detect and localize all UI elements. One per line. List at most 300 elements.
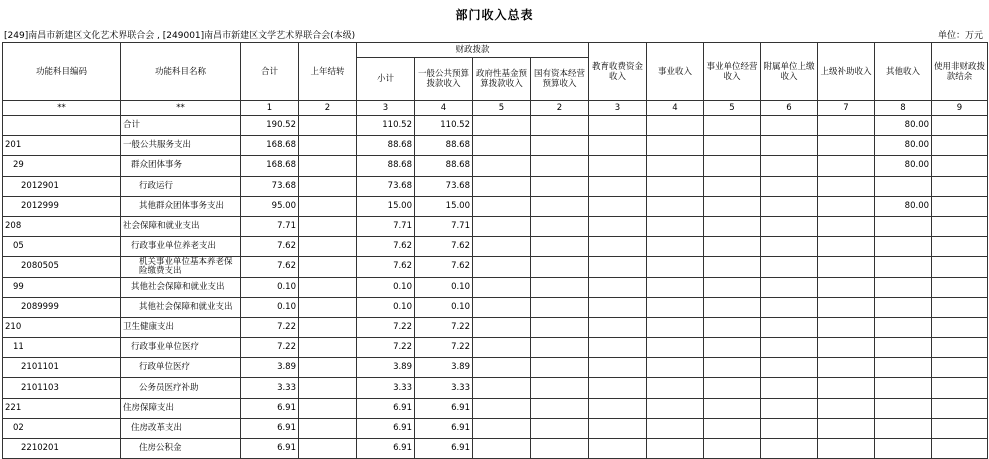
cell-subsidiary bbox=[761, 439, 818, 459]
index-cell-subtotal: 3 bbox=[357, 101, 415, 116]
cell-carry bbox=[299, 418, 357, 438]
cell-name: 其他社会保障和就业支出 bbox=[121, 297, 241, 317]
cell-gov-fund bbox=[473, 297, 531, 317]
cell-carry bbox=[299, 398, 357, 418]
cell-state-capital bbox=[531, 297, 589, 317]
cell-edu-fee bbox=[589, 156, 647, 176]
cell-subtotal: 6.91 bbox=[357, 398, 415, 418]
cell-operating bbox=[704, 116, 761, 136]
cell-edu-fee bbox=[589, 176, 647, 196]
cell-operating bbox=[704, 196, 761, 216]
cell-business bbox=[647, 297, 704, 317]
cell-subsidiary bbox=[761, 116, 818, 136]
cell-other bbox=[875, 338, 932, 358]
cell-subsidiary bbox=[761, 378, 818, 398]
cell-operating bbox=[704, 277, 761, 297]
cell-subsidiary bbox=[761, 237, 818, 257]
cell-gov-fund bbox=[473, 196, 531, 216]
header-gov-fund: 政府性基金预算拨款收入 bbox=[473, 58, 531, 101]
cell-code: 02 bbox=[3, 418, 121, 438]
cell-other bbox=[875, 297, 932, 317]
cell-name: 群众团体事务 bbox=[121, 156, 241, 176]
cell-name: 公务员医疗补助 bbox=[121, 378, 241, 398]
cell-edu-fee bbox=[589, 297, 647, 317]
cell-superior bbox=[818, 378, 875, 398]
cell-subsidiary bbox=[761, 317, 818, 337]
cell-business bbox=[647, 257, 704, 277]
cell-superior bbox=[818, 156, 875, 176]
cell-non-fiscal bbox=[932, 116, 988, 136]
cell-superior bbox=[818, 136, 875, 156]
table-row bbox=[3, 338, 988, 358]
header-subtotal: 小计 bbox=[357, 58, 415, 101]
cell-operating bbox=[704, 216, 761, 236]
header-total: 合计 bbox=[241, 43, 299, 101]
cell-other bbox=[875, 277, 932, 297]
cell-name: 一般公共服务支出 bbox=[121, 136, 241, 156]
cell-non-fiscal bbox=[932, 257, 988, 277]
cell-superior bbox=[818, 176, 875, 196]
cell-superior bbox=[818, 358, 875, 378]
cell-carry bbox=[299, 116, 357, 136]
cell-carry bbox=[299, 439, 357, 459]
table-row bbox=[3, 257, 988, 277]
cell-name: 卫生健康支出 bbox=[121, 317, 241, 337]
cell-subsidiary bbox=[761, 196, 818, 216]
cell-edu-fee bbox=[589, 116, 647, 136]
cell-gov-fund bbox=[473, 358, 531, 378]
table-row bbox=[3, 176, 988, 196]
income-table bbox=[2, 42, 988, 459]
cell-other: 80.00 bbox=[875, 196, 932, 216]
cell-name: 住房改革支出 bbox=[121, 418, 241, 438]
index-cell-name: ** bbox=[121, 101, 241, 116]
cell-non-fiscal bbox=[932, 277, 988, 297]
cell-total: 0.10 bbox=[241, 277, 299, 297]
cell-subsidiary bbox=[761, 216, 818, 236]
cell-edu-fee bbox=[589, 358, 647, 378]
cell-state-capital bbox=[531, 439, 589, 459]
index-cell-total: 1 bbox=[241, 101, 299, 116]
cell-gov-fund bbox=[473, 116, 531, 136]
index-cell-general-budget: 4 bbox=[415, 101, 473, 116]
cell-total: 3.89 bbox=[241, 358, 299, 378]
cell-other bbox=[875, 317, 932, 337]
cell-edu-fee bbox=[589, 398, 647, 418]
table-row bbox=[3, 237, 988, 257]
cell-edu-fee bbox=[589, 237, 647, 257]
header-edu-fee: 教育收费资金收入 bbox=[589, 43, 647, 101]
cell-non-fiscal bbox=[932, 378, 988, 398]
cell-carry bbox=[299, 338, 357, 358]
cell-operating bbox=[704, 237, 761, 257]
cell-state-capital bbox=[531, 398, 589, 418]
cell-carry bbox=[299, 378, 357, 398]
cell-business bbox=[647, 398, 704, 418]
cell-operating bbox=[704, 378, 761, 398]
cell-edu-fee bbox=[589, 338, 647, 358]
cell-non-fiscal bbox=[932, 216, 988, 236]
index-cell-business: 4 bbox=[647, 101, 704, 116]
cell-general-budget: 6.91 bbox=[415, 398, 473, 418]
index-cell-superior: 7 bbox=[818, 101, 875, 116]
cell-state-capital bbox=[531, 378, 589, 398]
cell-operating bbox=[704, 317, 761, 337]
cell-other bbox=[875, 237, 932, 257]
cell-operating bbox=[704, 176, 761, 196]
cell-name: 行政事业单位医疗 bbox=[121, 338, 241, 358]
cell-subtotal: 3.89 bbox=[357, 358, 415, 378]
cell-operating bbox=[704, 398, 761, 418]
cell-other bbox=[875, 257, 932, 277]
cell-non-fiscal bbox=[932, 237, 988, 257]
cell-other bbox=[875, 216, 932, 236]
cell-state-capital bbox=[531, 176, 589, 196]
cell-general-budget: 7.22 bbox=[415, 338, 473, 358]
cell-code: 221 bbox=[3, 398, 121, 418]
cell-gov-fund bbox=[473, 378, 531, 398]
cell-general-budget: 7.62 bbox=[415, 237, 473, 257]
cell-total: 7.62 bbox=[241, 237, 299, 257]
cell-non-fiscal bbox=[932, 196, 988, 216]
cell-code: 210 bbox=[3, 317, 121, 337]
cell-state-capital bbox=[531, 237, 589, 257]
cell-general-budget: 7.71 bbox=[415, 216, 473, 236]
cell-subsidiary bbox=[761, 418, 818, 438]
cell-general-budget: 6.91 bbox=[415, 439, 473, 459]
cell-name: 住房保障支出 bbox=[121, 398, 241, 418]
cell-carry bbox=[299, 297, 357, 317]
cell-code: 201 bbox=[3, 136, 121, 156]
cell-state-capital bbox=[531, 418, 589, 438]
cell-non-fiscal bbox=[932, 338, 988, 358]
cell-operating bbox=[704, 338, 761, 358]
cell-carry bbox=[299, 358, 357, 378]
cell-superior bbox=[818, 439, 875, 459]
cell-general-budget: 3.89 bbox=[415, 358, 473, 378]
table-row bbox=[3, 116, 988, 136]
cell-subsidiary bbox=[761, 358, 818, 378]
cell-total: 3.33 bbox=[241, 378, 299, 398]
cell-gov-fund bbox=[473, 156, 531, 176]
table-row bbox=[3, 216, 988, 236]
header-carry: 上年结转 bbox=[299, 43, 357, 101]
cell-non-fiscal bbox=[932, 398, 988, 418]
cell-state-capital bbox=[531, 136, 589, 156]
index-cell-code: ** bbox=[3, 101, 121, 116]
cell-state-capital bbox=[531, 156, 589, 176]
cell-subsidiary bbox=[761, 257, 818, 277]
cell-other: 80.00 bbox=[875, 116, 932, 136]
cell-business bbox=[647, 358, 704, 378]
cell-code: 2012999 bbox=[3, 196, 121, 216]
cell-general-budget: 7.22 bbox=[415, 317, 473, 337]
cell-business bbox=[647, 378, 704, 398]
cell-subtotal: 15.00 bbox=[357, 196, 415, 216]
cell-gov-fund bbox=[473, 338, 531, 358]
index-cell-non-fiscal: 9 bbox=[932, 101, 988, 116]
cell-gov-fund bbox=[473, 257, 531, 277]
cell-name: 行政运行 bbox=[121, 176, 241, 196]
cell-general-budget: 3.33 bbox=[415, 378, 473, 398]
table-row bbox=[3, 136, 988, 156]
cell-subtotal: 7.62 bbox=[357, 237, 415, 257]
header-state-capital: 国有资本经营预算收入 bbox=[531, 58, 589, 101]
cell-subsidiary bbox=[761, 277, 818, 297]
cell-total: 6.91 bbox=[241, 418, 299, 438]
organization-subtitle: [249]南昌市新建区文化艺术界联合会 , [249001]南昌市新建区文学艺术界联合会(本级) bbox=[4, 31, 356, 41]
index-cell-subsidiary: 6 bbox=[761, 101, 818, 116]
cell-name: 行政单位医疗 bbox=[121, 358, 241, 378]
cell-name: 其他群众团体事务支出 bbox=[121, 196, 241, 216]
cell-superior bbox=[818, 297, 875, 317]
cell-carry bbox=[299, 237, 357, 257]
cell-name: 机关事业单位基本养老保险缴费支出 bbox=[121, 257, 241, 277]
cell-state-capital bbox=[531, 196, 589, 216]
cell-subtotal: 7.62 bbox=[357, 257, 415, 277]
header-general-budget: 一般公共预算拨款收入 bbox=[415, 58, 473, 101]
cell-subsidiary bbox=[761, 136, 818, 156]
cell-general-budget: 0.10 bbox=[415, 277, 473, 297]
header-code: 功能科目编码 bbox=[3, 43, 121, 101]
cell-state-capital bbox=[531, 358, 589, 378]
cell-non-fiscal bbox=[932, 439, 988, 459]
cell-edu-fee bbox=[589, 317, 647, 337]
cell-non-fiscal bbox=[932, 418, 988, 438]
cell-superior bbox=[818, 398, 875, 418]
header-operating: 事业单位经营收入 bbox=[704, 43, 761, 101]
cell-operating bbox=[704, 358, 761, 378]
cell-subtotal: 73.68 bbox=[357, 176, 415, 196]
cell-code bbox=[3, 116, 121, 136]
cell-superior bbox=[818, 116, 875, 136]
cell-general-budget: 88.68 bbox=[415, 156, 473, 176]
cell-code: 2101103 bbox=[3, 378, 121, 398]
unit-label: 单位：万元 bbox=[937, 31, 983, 41]
cell-gov-fund bbox=[473, 317, 531, 337]
cell-business bbox=[647, 338, 704, 358]
cell-business bbox=[647, 439, 704, 459]
cell-total: 168.68 bbox=[241, 156, 299, 176]
cell-state-capital bbox=[531, 257, 589, 277]
cell-code: 2101101 bbox=[3, 358, 121, 378]
cell-other: 80.00 bbox=[875, 156, 932, 176]
column-index-row bbox=[3, 101, 988, 116]
cell-total: 73.68 bbox=[241, 176, 299, 196]
cell-state-capital bbox=[531, 216, 589, 236]
cell-superior bbox=[818, 317, 875, 337]
cell-other bbox=[875, 378, 932, 398]
cell-state-capital bbox=[531, 338, 589, 358]
cell-name: 其他社会保障和就业支出 bbox=[121, 277, 241, 297]
index-cell-operating: 5 bbox=[704, 101, 761, 116]
cell-general-budget: 88.68 bbox=[415, 136, 473, 156]
table-row bbox=[3, 378, 988, 398]
cell-carry bbox=[299, 216, 357, 236]
cell-business bbox=[647, 277, 704, 297]
cell-total: 95.00 bbox=[241, 196, 299, 216]
header-subsidiary: 附属单位上缴收入 bbox=[761, 43, 818, 101]
cell-carry bbox=[299, 277, 357, 297]
cell-superior bbox=[818, 418, 875, 438]
cell-business bbox=[647, 216, 704, 236]
cell-non-fiscal bbox=[932, 317, 988, 337]
table-row bbox=[3, 297, 988, 317]
cell-general-budget: 7.62 bbox=[415, 257, 473, 277]
cell-subsidiary bbox=[761, 176, 818, 196]
cell-gov-fund bbox=[473, 237, 531, 257]
cell-gov-fund bbox=[473, 216, 531, 236]
header-other: 其他收入 bbox=[875, 43, 932, 101]
cell-total: 6.91 bbox=[241, 439, 299, 459]
header-business: 事业收入 bbox=[647, 43, 704, 101]
cell-code: 208 bbox=[3, 216, 121, 236]
cell-code: 05 bbox=[3, 237, 121, 257]
cell-subtotal: 88.68 bbox=[357, 156, 415, 176]
cell-superior bbox=[818, 216, 875, 236]
page-title: 部门收入总表 bbox=[455, 8, 534, 22]
cell-other bbox=[875, 439, 932, 459]
index-cell-carry: 2 bbox=[299, 101, 357, 116]
cell-operating bbox=[704, 136, 761, 156]
cell-subsidiary bbox=[761, 398, 818, 418]
cell-operating bbox=[704, 297, 761, 317]
cell-subtotal: 7.22 bbox=[357, 317, 415, 337]
cell-operating bbox=[704, 156, 761, 176]
table-row bbox=[3, 418, 988, 438]
cell-business bbox=[647, 116, 704, 136]
cell-non-fiscal bbox=[932, 297, 988, 317]
table-row bbox=[3, 317, 988, 337]
cell-code: 2080505 bbox=[3, 257, 121, 277]
cell-general-budget: 6.91 bbox=[415, 418, 473, 438]
cell-superior bbox=[818, 196, 875, 216]
cell-total: 7.71 bbox=[241, 216, 299, 236]
index-cell-edu-fee: 3 bbox=[589, 101, 647, 116]
cell-code: 2012901 bbox=[3, 176, 121, 196]
cell-other bbox=[875, 358, 932, 378]
cell-other bbox=[875, 418, 932, 438]
cell-total: 7.62 bbox=[241, 257, 299, 277]
cell-business bbox=[647, 418, 704, 438]
cell-subtotal: 0.10 bbox=[357, 277, 415, 297]
cell-gov-fund bbox=[473, 176, 531, 196]
cell-gov-fund bbox=[473, 439, 531, 459]
cell-superior bbox=[818, 237, 875, 257]
cell-business bbox=[647, 237, 704, 257]
cell-state-capital bbox=[531, 116, 589, 136]
cell-edu-fee bbox=[589, 257, 647, 277]
cell-other bbox=[875, 398, 932, 418]
cell-edu-fee bbox=[589, 378, 647, 398]
cell-superior bbox=[818, 277, 875, 297]
header-non-fiscal: 使用非财政拨款结余 bbox=[932, 43, 988, 101]
table-row bbox=[3, 156, 988, 176]
cell-subtotal: 3.33 bbox=[357, 378, 415, 398]
cell-state-capital bbox=[531, 277, 589, 297]
cell-name: 合计 bbox=[121, 116, 241, 136]
header-name: 功能科目名称 bbox=[121, 43, 241, 101]
cell-name: 行政事业单位养老支出 bbox=[121, 237, 241, 257]
index-cell-gov-fund: 5 bbox=[473, 101, 531, 116]
cell-business bbox=[647, 196, 704, 216]
cell-code: 29 bbox=[3, 156, 121, 176]
cell-gov-fund bbox=[473, 418, 531, 438]
cell-other: 80.00 bbox=[875, 136, 932, 156]
cell-general-budget: 73.68 bbox=[415, 176, 473, 196]
cell-business bbox=[647, 156, 704, 176]
cell-edu-fee bbox=[589, 418, 647, 438]
table-row bbox=[3, 398, 988, 418]
cell-name: 社会保障和就业支出 bbox=[121, 216, 241, 236]
cell-state-capital bbox=[531, 317, 589, 337]
cell-carry bbox=[299, 317, 357, 337]
cell-non-fiscal bbox=[932, 358, 988, 378]
cell-gov-fund bbox=[473, 136, 531, 156]
cell-edu-fee bbox=[589, 196, 647, 216]
table-row bbox=[3, 358, 988, 378]
cell-edu-fee bbox=[589, 136, 647, 156]
cell-subtotal: 7.22 bbox=[357, 338, 415, 358]
cell-non-fiscal bbox=[932, 176, 988, 196]
cell-business bbox=[647, 317, 704, 337]
table-body bbox=[3, 101, 988, 459]
cell-gov-fund bbox=[473, 277, 531, 297]
cell-non-fiscal bbox=[932, 136, 988, 156]
cell-business bbox=[647, 136, 704, 156]
cell-general-budget: 110.52 bbox=[415, 116, 473, 136]
header-superior: 上级补助收入 bbox=[818, 43, 875, 101]
cell-subtotal: 6.91 bbox=[357, 418, 415, 438]
cell-carry bbox=[299, 196, 357, 216]
cell-subsidiary bbox=[761, 297, 818, 317]
cell-carry bbox=[299, 136, 357, 156]
cell-superior bbox=[818, 257, 875, 277]
cell-subsidiary bbox=[761, 338, 818, 358]
cell-code: 11 bbox=[3, 338, 121, 358]
cell-code: 99 bbox=[3, 277, 121, 297]
cell-business bbox=[647, 176, 704, 196]
cell-carry bbox=[299, 176, 357, 196]
cell-total: 168.68 bbox=[241, 136, 299, 156]
cell-non-fiscal bbox=[932, 156, 988, 176]
cell-subtotal: 6.91 bbox=[357, 439, 415, 459]
cell-name: 住房公积金 bbox=[121, 439, 241, 459]
cell-other bbox=[875, 176, 932, 196]
cell-total: 7.22 bbox=[241, 317, 299, 337]
cell-operating bbox=[704, 439, 761, 459]
cell-subtotal: 88.68 bbox=[357, 136, 415, 156]
cell-operating bbox=[704, 418, 761, 438]
cell-total: 190.52 bbox=[241, 116, 299, 136]
cell-carry bbox=[299, 156, 357, 176]
cell-total: 7.22 bbox=[241, 338, 299, 358]
cell-general-budget: 15.00 bbox=[415, 196, 473, 216]
cell-operating bbox=[704, 257, 761, 277]
cell-total: 6.91 bbox=[241, 398, 299, 418]
cell-gov-fund bbox=[473, 398, 531, 418]
cell-subsidiary bbox=[761, 156, 818, 176]
cell-code: 2089999 bbox=[3, 297, 121, 317]
table-row bbox=[3, 439, 988, 459]
cell-total: 0.10 bbox=[241, 297, 299, 317]
cell-code: 2210201 bbox=[3, 439, 121, 459]
header-fiscal-group: 财政拨款 bbox=[357, 43, 589, 58]
cell-superior bbox=[818, 338, 875, 358]
cell-edu-fee bbox=[589, 439, 647, 459]
index-cell-state-capital: 2 bbox=[531, 101, 589, 116]
cell-subtotal: 0.10 bbox=[357, 297, 415, 317]
